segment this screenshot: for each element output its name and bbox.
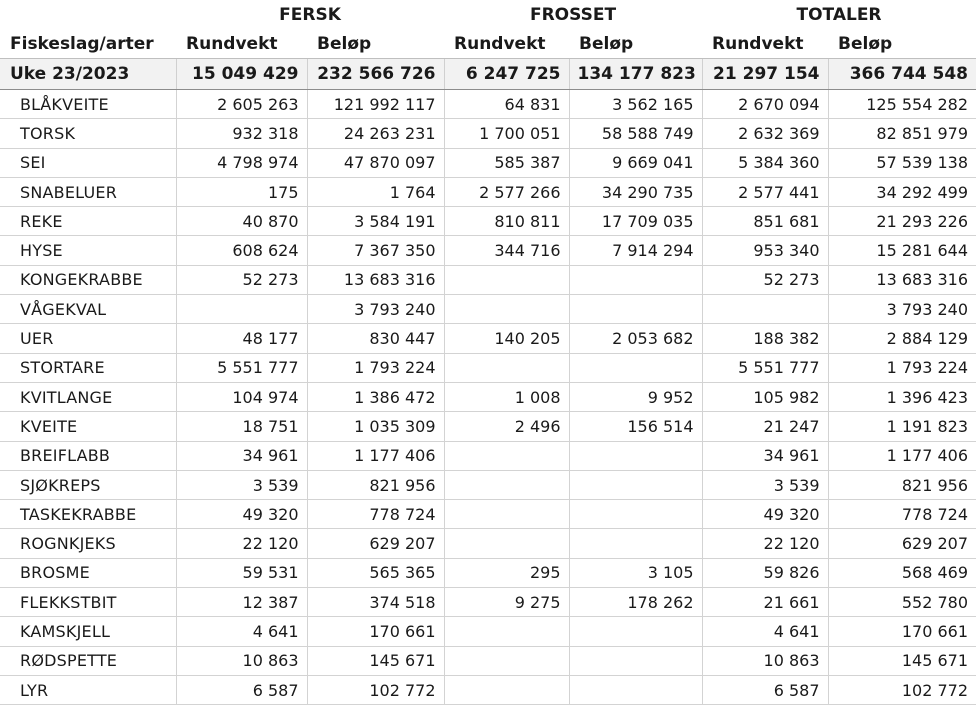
cell-frosset-belop [569,617,702,646]
cell-totaler-belop: 1 191 823 [828,412,976,441]
cell-frosset-belop: 178 262 [569,588,702,617]
cell-frosset-belop: 2 053 682 [569,324,702,353]
table-row [0,148,976,177]
week-label: Uke 23/2023 [0,59,176,90]
cell-fersk-belop: 3 584 191 [307,207,444,236]
cell-totaler-belop: 15 281 644 [828,236,976,265]
cell-totaler-rundvekt: 34 961 [702,441,828,470]
species-name: BREIFLABB [0,441,176,470]
cell-fersk-belop: 145 671 [307,646,444,675]
group-frosset: FROSSET [529,5,617,25]
col-frosset-rundvekt: Rundvekt [454,34,546,54]
species-name: KVITLANGE [0,382,176,411]
cell-frosset-rundvekt: 1 700 051 [444,119,569,148]
week-totaler-belop: 366 744 548 [828,59,976,90]
cell-frosset-rundvekt: 1 008 [444,382,569,411]
col-fersk-rundvekt: Rundvekt [186,34,278,54]
cell-totaler-belop: 21 293 226 [828,207,976,236]
cell-frosset-rundvekt: 140 205 [444,324,569,353]
table-row [0,353,976,382]
species-name: UER [0,324,176,353]
cell-frosset-belop [569,353,702,382]
cell-frosset-belop [569,441,702,470]
col-totaler-belop: Beløp [838,34,893,54]
cell-totaler-belop: 34 292 499 [828,177,976,206]
table-row [0,207,976,236]
cell-totaler-rundvekt: 188 382 [702,324,828,353]
cell-fersk-rundvekt: 932 318 [176,119,307,148]
cell-totaler-rundvekt: 5 384 360 [702,148,828,177]
cell-fersk-belop: 121 992 117 [307,90,444,119]
species-name: BLÅKVEITE [0,90,176,119]
cell-totaler-belop: 552 780 [828,588,976,617]
week-frosset-belop: 134 177 823 [569,59,702,90]
cell-fersk-rundvekt: 22 120 [176,529,307,558]
cell-totaler-rundvekt: 2 670 094 [702,90,828,119]
cell-totaler-rundvekt: 10 863 [702,646,828,675]
table-row [0,617,976,646]
cell-totaler-rundvekt: 59 826 [702,558,828,587]
cell-totaler-rundvekt: 52 273 [702,265,828,294]
cell-totaler-belop: 2 884 129 [828,324,976,353]
cell-totaler-rundvekt: 49 320 [702,500,828,529]
cell-frosset-rundvekt [444,470,569,499]
cell-frosset-rundvekt [444,295,569,324]
cell-fersk-rundvekt: 6 587 [176,675,307,704]
species-name: SEI [0,148,176,177]
cell-fersk-belop: 1 386 472 [307,382,444,411]
table-row [0,177,976,206]
cell-fersk-rundvekt: 10 863 [176,646,307,675]
cell-totaler-rundvekt: 2 632 369 [702,119,828,148]
cell-fersk-belop: 629 207 [307,529,444,558]
cell-frosset-belop: 3 105 [569,558,702,587]
cell-totaler-belop: 3 793 240 [828,295,976,324]
cell-fersk-belop: 102 772 [307,675,444,704]
cell-fersk-rundvekt: 5 551 777 [176,353,307,382]
cell-frosset-belop: 9 952 [569,382,702,411]
cell-frosset-rundvekt [444,500,569,529]
table-row [0,236,976,265]
group-fersk: FERSK [279,5,341,25]
cell-totaler-rundvekt [702,295,828,324]
cell-totaler-belop: 13 683 316 [828,265,976,294]
cell-fersk-rundvekt: 18 751 [176,412,307,441]
cell-frosset-rundvekt: 2 577 266 [444,177,569,206]
cell-fersk-belop: 13 683 316 [307,265,444,294]
cell-frosset-rundvekt: 2 496 [444,412,569,441]
cell-totaler-belop: 1 793 224 [828,353,976,382]
table-row [0,441,976,470]
species-name: REKE [0,207,176,236]
subheader-row [0,30,976,59]
table-row [0,529,976,558]
cell-frosset-belop [569,500,702,529]
species-name: HYSE [0,236,176,265]
table-row [0,500,976,529]
col-totaler-rundvekt: Rundvekt [712,34,804,54]
col-frosset-belop: Beløp [579,34,634,54]
cell-frosset-belop [569,295,702,324]
cell-fersk-belop: 7 367 350 [307,236,444,265]
cell-totaler-belop: 145 671 [828,646,976,675]
cell-frosset-rundvekt [444,529,569,558]
cell-frosset-belop: 3 562 165 [569,90,702,119]
table-row [0,558,976,587]
cell-frosset-belop: 7 914 294 [569,236,702,265]
cell-frosset-belop: 34 290 735 [569,177,702,206]
cell-totaler-belop: 1 396 423 [828,382,976,411]
species-name: SJØKREPS [0,470,176,499]
species-name: STORTARE [0,353,176,382]
cell-frosset-belop [569,646,702,675]
cell-totaler-belop: 125 554 282 [828,90,976,119]
cell-fersk-rundvekt: 2 605 263 [176,90,307,119]
cell-frosset-belop: 9 669 041 [569,148,702,177]
cell-fersk-belop: 565 365 [307,558,444,587]
cell-fersk-belop: 1 035 309 [307,412,444,441]
cell-totaler-rundvekt: 5 551 777 [702,353,828,382]
cell-fersk-rundvekt: 34 961 [176,441,307,470]
table-row [0,382,976,411]
table-row [0,324,976,353]
table-row [0,90,976,119]
species-name: TORSK [0,119,176,148]
cell-totaler-rundvekt: 105 982 [702,382,828,411]
cell-frosset-rundvekt [444,441,569,470]
cell-totaler-rundvekt: 21 661 [702,588,828,617]
cell-frosset-rundvekt [444,353,569,382]
cell-frosset-rundvekt: 585 387 [444,148,569,177]
species-name: BROSME [0,558,176,587]
cell-frosset-belop [569,529,702,558]
cell-fersk-belop: 374 518 [307,588,444,617]
cell-fersk-belop: 170 661 [307,617,444,646]
cell-fersk-belop: 830 447 [307,324,444,353]
corner-cell [0,0,176,30]
cell-fersk-belop: 24 263 231 [307,119,444,148]
cell-fersk-rundvekt: 175 [176,177,307,206]
species-name: KONGEKRABBE [0,265,176,294]
col-fersk-belop: Beløp [317,34,372,54]
cell-totaler-belop: 778 724 [828,500,976,529]
week-fersk-rundvekt: 15 049 429 [176,59,307,90]
cell-totaler-belop: 57 539 138 [828,148,976,177]
cell-fersk-rundvekt: 12 387 [176,588,307,617]
species-name: RØDSPETTE [0,646,176,675]
table-row [0,675,976,704]
cell-totaler-rundvekt: 21 247 [702,412,828,441]
cell-fersk-belop: 1 793 224 [307,353,444,382]
species-name: KVEITE [0,412,176,441]
species-name: FLEKKSTBIT [0,588,176,617]
cell-totaler-belop: 170 661 [828,617,976,646]
cell-fersk-rundvekt: 52 273 [176,265,307,294]
cell-fersk-rundvekt: 104 974 [176,382,307,411]
cell-frosset-rundvekt: 810 811 [444,207,569,236]
table-row [0,265,976,294]
cell-totaler-rundvekt: 22 120 [702,529,828,558]
table-row [0,588,976,617]
cell-totaler-rundvekt: 851 681 [702,207,828,236]
cell-fersk-rundvekt: 48 177 [176,324,307,353]
cell-fersk-rundvekt: 608 624 [176,236,307,265]
table-row [0,412,976,441]
week-totaler-rundvekt: 21 297 154 [702,59,828,90]
species-name: VÅGEKVAL [0,295,176,324]
cell-frosset-belop [569,265,702,294]
species-name: TASKEKRABBE [0,500,176,529]
cell-frosset-rundvekt: 64 831 [444,90,569,119]
table-row [0,295,976,324]
cell-frosset-rundvekt: 9 275 [444,588,569,617]
cell-totaler-rundvekt: 3 539 [702,470,828,499]
cell-fersk-rundvekt [176,295,307,324]
cell-fersk-rundvekt: 4 641 [176,617,307,646]
cell-frosset-belop: 156 514 [569,412,702,441]
cell-frosset-rundvekt [444,646,569,675]
cell-fersk-rundvekt: 40 870 [176,207,307,236]
cell-frosset-rundvekt [444,617,569,646]
cell-totaler-rundvekt: 4 641 [702,617,828,646]
cell-totaler-belop: 1 177 406 [828,441,976,470]
cell-frosset-belop [569,675,702,704]
cell-fersk-belop: 47 870 097 [307,148,444,177]
cell-totaler-belop: 821 956 [828,470,976,499]
species-name: SNABELUER [0,177,176,206]
cell-fersk-belop: 1 177 406 [307,441,444,470]
cell-totaler-belop: 568 469 [828,558,976,587]
group-header-row [0,0,976,30]
row-label-header: Fiskeslag/arter [10,34,154,54]
cell-totaler-belop: 102 772 [828,675,976,704]
table-row [0,646,976,675]
week-total-row [0,59,976,90]
species-name: ROGNKJEKS [0,529,176,558]
cell-totaler-belop: 629 207 [828,529,976,558]
table-row [0,119,976,148]
cell-frosset-belop: 17 709 035 [569,207,702,236]
cell-frosset-rundvekt [444,265,569,294]
cell-frosset-rundvekt: 344 716 [444,236,569,265]
cell-totaler-rundvekt: 6 587 [702,675,828,704]
week-fersk-belop: 232 566 726 [307,59,444,90]
cell-fersk-belop: 3 793 240 [307,295,444,324]
cell-fersk-belop: 821 956 [307,470,444,499]
cell-frosset-belop: 58 588 749 [569,119,702,148]
cell-fersk-rundvekt: 49 320 [176,500,307,529]
cell-fersk-belop: 778 724 [307,500,444,529]
cell-totaler-rundvekt: 2 577 441 [702,177,828,206]
cell-totaler-belop: 82 851 979 [828,119,976,148]
cell-fersk-rundvekt: 3 539 [176,470,307,499]
table-row [0,470,976,499]
group-totaler: TOTALER [796,5,882,25]
cell-frosset-rundvekt [444,675,569,704]
species-name: KAMSKJELL [0,617,176,646]
cell-totaler-rundvekt: 953 340 [702,236,828,265]
cell-fersk-rundvekt: 4 798 974 [176,148,307,177]
cell-fersk-belop: 1 764 [307,177,444,206]
cell-fersk-rundvekt: 59 531 [176,558,307,587]
week-frosset-rundvekt: 6 247 725 [444,59,569,90]
cell-frosset-belop [569,470,702,499]
cell-frosset-rundvekt: 295 [444,558,569,587]
species-name: LYR [0,675,176,704]
